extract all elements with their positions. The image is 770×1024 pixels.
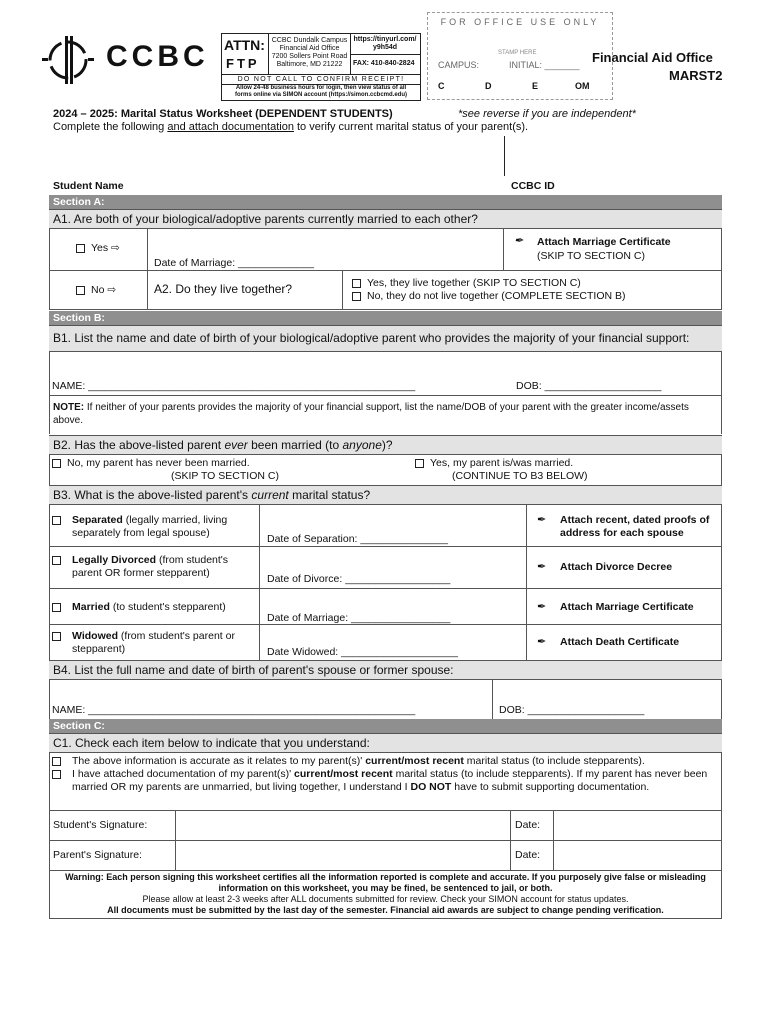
ccbc-id-field[interactable]	[560, 178, 720, 192]
office-code-om: OM	[575, 81, 590, 91]
allow-line: forms online via SIMON account (https://simon.ccbcmd.edu)	[234, 92, 408, 98]
b4-name-field[interactable]: NAME: ________________________________________________________	[52, 704, 416, 716]
campus-line: Financial Aid Office	[279, 45, 340, 52]
allow-line: Allow 24-48 business hours for login, then view status of all	[235, 85, 407, 91]
c1-item-1[interactable]	[52, 755, 718, 768]
b1-note	[53, 401, 718, 427]
b3-marriage-date[interactable]: Date of Marriage: _________________	[267, 612, 451, 624]
parent-date-label: Date:	[515, 849, 541, 861]
item1-pre: The above information is accurate as it relates to my parent(s)'	[72, 755, 366, 767]
b4-dob-field[interactable]: DOB: ____________________	[499, 704, 645, 716]
allow-weeks-text: Please allow at least 2-3 weeks after ALL documents submitted for review. Check your SIMON account for status updates.	[142, 894, 629, 904]
url-line[interactable]: y9h54d	[372, 44, 398, 51]
b3-widowed-option[interactable]	[52, 630, 257, 656]
b2-no-label: No, my parent has never been married.	[67, 457, 250, 469]
item2-bold2: DO NOT	[410, 781, 452, 793]
a2-yes-label: Yes, they live together (SKIP TO SECTION C)	[367, 277, 581, 289]
parent-signature-field[interactable]	[176, 841, 509, 869]
attach-icon: ✒	[537, 636, 547, 648]
ccbc-id-label: CCBC ID	[511, 180, 555, 192]
instructions	[53, 121, 528, 134]
deadline-text: All documents must be submitted by the last day of the semester. Financial aid awards are subject to change pending verification.	[107, 905, 664, 915]
form-code: MARST2	[669, 68, 723, 83]
attn-box	[221, 33, 421, 101]
instructions-post: to verify current marital status of your parent(s).	[293, 121, 529, 133]
checkbox-icon[interactable]	[352, 292, 361, 301]
no-call-notice: DO NOT CALL TO CONFIRM RECEIPT!	[237, 76, 405, 83]
a1-date-of-marriage[interactable]: Date of Marriage: _____________	[154, 257, 314, 269]
office-campus: CAMPUS:	[438, 60, 480, 70]
b3-separated-option[interactable]	[52, 514, 257, 540]
attach-icon: ✒	[537, 601, 547, 613]
section-b-bar: Section B:	[49, 311, 722, 325]
section-a-bar: Section A:	[49, 195, 722, 209]
b2-no-option[interactable]	[52, 457, 250, 470]
b3-widowed-date[interactable]: Date Widowed: ____________________	[267, 646, 458, 658]
b3-attach-proofs: Attach recent, dated proofs of address for each spouse	[560, 514, 710, 539]
b2-anyone: anyone	[342, 438, 382, 452]
office-code-d: D	[485, 81, 492, 91]
b3-attach-divorce: Attach Divorce Decree	[560, 561, 673, 573]
office-use-heading: FOR OFFICE USE ONLY	[440, 17, 600, 27]
student-date-label: Date:	[515, 819, 541, 831]
checkbox-icon[interactable]	[52, 757, 61, 766]
b3-attach-marriage: Attach Marriage Certificate	[560, 601, 694, 613]
checkbox-icon[interactable]	[52, 632, 61, 641]
b2-pre: B2. Has the above-listed parent	[53, 438, 225, 452]
student-signature-field[interactable]	[176, 811, 509, 839]
warning-box	[49, 870, 722, 919]
item2-mid: marital status (to include stepparents). If my parent has never been married OR my parents are unmarried, but living together, I understand I	[72, 768, 708, 793]
financial-aid-office: Financial Aid Office	[592, 50, 713, 65]
warning-text: Warning: Each person signing this worksheet certifies all the information reported is complete and accurate. If you purposely give false or misleading information on this worksheet, you may be fined, be sentenced to jail, or both.	[65, 872, 706, 893]
a1-skip-c: (SKIP TO SECTION C)	[537, 250, 645, 262]
b3-current: current	[251, 488, 289, 502]
student-name-label: Student Name	[53, 180, 124, 192]
logo-text: CCBC	[106, 40, 209, 73]
ccbc-emblem-icon	[40, 32, 100, 88]
item1-bold: current/most recent	[365, 755, 464, 767]
campus-line: Baltimore, MD 21222	[276, 61, 343, 68]
page-title: 2024 – 2025: Marital Status Worksheet (DEPENDENT STUDENTS)	[53, 108, 393, 120]
b2-post: )?	[381, 438, 393, 452]
office-code-c: C	[438, 81, 445, 91]
b2-yes-continue: (CONTINUE TO B3 BELOW)	[452, 470, 588, 482]
b2-question	[49, 435, 722, 455]
a1-yes-option[interactable]	[76, 242, 120, 255]
a1-attach-marriage: Attach Marriage Certificate	[537, 236, 671, 248]
b3-divorced-option[interactable]	[52, 554, 257, 580]
a1-no-option[interactable]	[76, 284, 116, 297]
a2-question: A2. Do they live together?	[154, 282, 293, 296]
note-label: NOTE:	[53, 402, 85, 413]
b2-mid: been married (to	[247, 438, 343, 452]
a1-question: A1. Are both of your biological/adoptive parents currently married to each other?	[49, 209, 722, 229]
b1-name-field[interactable]: NAME: ________________________________________________________	[52, 380, 416, 392]
item1-post: marital status (to include stepparents).	[463, 755, 645, 767]
campus-line: 7200 Sollers Point Road	[271, 53, 348, 60]
section-c-bar: Section C:	[49, 719, 722, 733]
student-name-field[interactable]	[140, 178, 500, 192]
a1-no-label: No ⇨	[91, 284, 117, 296]
b3-divorce-date[interactable]: Date of Divorce: __________________	[267, 573, 451, 585]
checkbox-icon[interactable]	[52, 603, 61, 612]
status-desc: (from student's parent or stepparent)	[72, 630, 235, 655]
item2-bold: current/most recent	[294, 768, 393, 780]
parent-date-field[interactable]	[554, 841, 720, 869]
reverse-note: *see reverse if you are independent*	[458, 108, 636, 120]
checkbox-icon[interactable]	[76, 286, 85, 295]
checkbox-icon[interactable]	[52, 770, 61, 779]
attach-icon: ✒	[537, 561, 547, 573]
status-desc: (to student's stepparent)	[109, 601, 226, 613]
status-desc: (from student's parent OR former stepparent)	[72, 554, 229, 579]
b3-post: marital status?	[288, 488, 371, 502]
c1-question: C1. Check each item below to indicate that you understand:	[49, 733, 722, 753]
item2-pre: I have attached documentation of my parent(s)'	[72, 768, 295, 780]
attn-label: ATTN:	[224, 37, 265, 53]
checkbox-icon[interactable]	[52, 516, 61, 525]
checkbox-icon[interactable]	[76, 244, 85, 253]
campus-line: CCBC Dundalk Campus	[271, 37, 348, 44]
b3-pre: B3. What is the above-listed parent's	[53, 488, 252, 502]
stamp-here: STAMP HERE	[498, 50, 537, 56]
b3-question	[49, 485, 722, 505]
office-code-e: E	[532, 81, 539, 91]
status-label: Married	[72, 601, 110, 613]
checkbox-icon[interactable]	[352, 279, 361, 288]
attach-icon: ✒	[514, 235, 524, 247]
status-desc: (legally married, living separately from legal spouse)	[72, 514, 228, 539]
a1-yes-label: Yes ⇨	[91, 242, 120, 254]
checkbox-icon[interactable]	[52, 556, 61, 565]
note-text: If neither of your parents provides the majority of your financial support, list the name/DOB of your parent with the greater income/assets above.	[53, 402, 689, 426]
status-label: Legally Divorced	[72, 554, 157, 566]
ccbc-logo	[40, 32, 220, 88]
instructions-emphasis: and attach documentation	[167, 121, 294, 133]
a2-no-option[interactable]	[352, 290, 626, 303]
b4-question: B4. List the full name and date of birth of parent's spouse or former spouse:	[49, 660, 722, 680]
status-label: Widowed	[72, 630, 118, 642]
b2-yes-option[interactable]	[415, 457, 573, 470]
fax-number: FAX: 410-840-2824	[353, 60, 415, 67]
b1-dob-field[interactable]: DOB: ____________________	[516, 380, 662, 392]
item2-post: have to submit supporting documentation.	[451, 781, 650, 793]
url-line[interactable]: https://tinyurl.com/	[353, 36, 417, 43]
attach-icon: ✒	[537, 514, 547, 526]
a2-no-label: No, they do not live together (COMPLETE SECTION B)	[367, 290, 626, 302]
b3-married-option[interactable]	[52, 601, 257, 614]
b2-yes-label: Yes, my parent is/was married.	[430, 457, 574, 469]
b2-ever: ever	[224, 438, 248, 452]
checkbox-icon[interactable]	[415, 459, 424, 468]
checkbox-icon[interactable]	[52, 459, 61, 468]
b3-attach-death: Attach Death Certificate	[560, 636, 680, 648]
student-date-field[interactable]	[554, 811, 720, 839]
a2-yes-option[interactable]	[352, 277, 581, 290]
parent-signature-label: Parent's Signature:	[53, 849, 142, 861]
ftp-label: FTP	[226, 56, 260, 71]
b1-question: B1. List the name and date of birth of your biological/adoptive parent who provides the majority of your financial support:	[49, 325, 722, 352]
c1-item-2[interactable]	[52, 768, 718, 794]
b3-separation-date[interactable]: Date of Separation: _______________	[267, 533, 448, 545]
instructions-pre: Complete the following	[53, 121, 168, 133]
student-signature-label: Student's Signature:	[53, 819, 148, 831]
b2-no-skip: (SKIP TO SECTION C)	[171, 470, 279, 482]
office-use-box	[427, 12, 613, 100]
office-initial: INITIAL: _______	[509, 60, 580, 70]
status-label: Separated	[72, 514, 123, 526]
